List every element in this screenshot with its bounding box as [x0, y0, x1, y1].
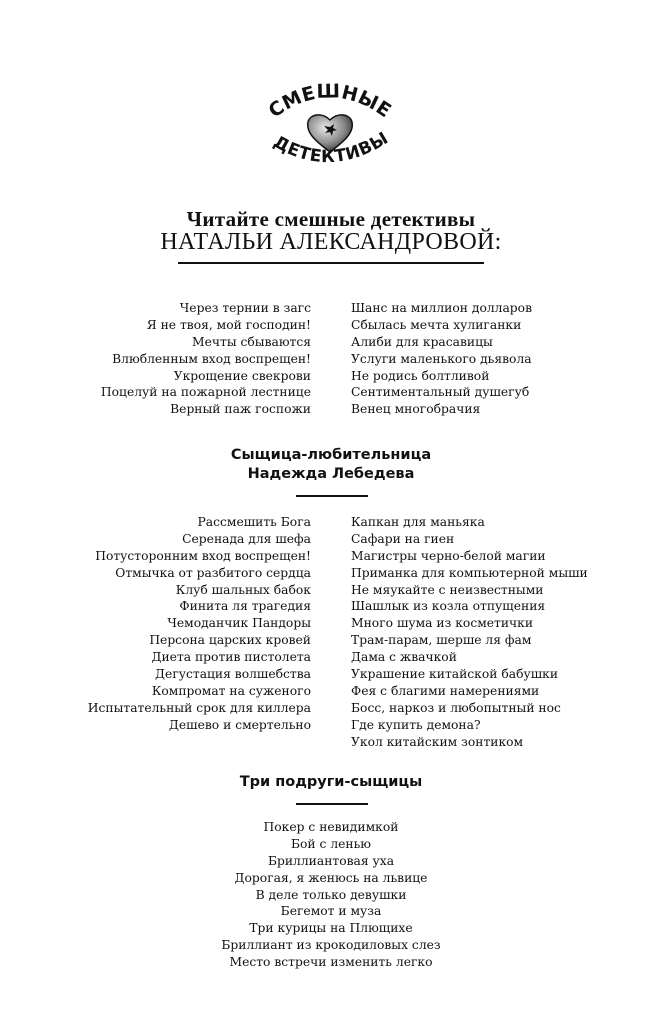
section1-left-list — [101, 300, 311, 418]
section2-right-list — [351, 514, 588, 750]
list-item: Магистры черно-белой магии — [351, 548, 546, 563]
list-item: Сафари на гиен — [351, 531, 455, 546]
list-item: Мечты сбываются — [192, 334, 311, 349]
list-item: Клуб шальных бабок — [175, 582, 311, 597]
list-item: Не родись болтливой — [351, 368, 490, 383]
header-rule — [178, 262, 484, 264]
list-item: Капкан для маньяка — [351, 515, 485, 529]
list-item: Шанс на миллион долларов — [351, 301, 533, 315]
list-item: Украшение китайской бабушки — [351, 667, 559, 682]
list-item: Дама с жвачкой — [351, 650, 457, 665]
list-item: Сентиментальный душегуб — [351, 385, 530, 400]
section2-rule — [296, 495, 368, 497]
list-item: Испытательный срок для киллера — [87, 700, 311, 715]
list-item: Бегемот и муза — [280, 904, 382, 919]
list-item: Босс, наркоз и любопытный нос — [351, 700, 561, 715]
list-item: Укол китайским зонтиком — [351, 734, 524, 749]
list-item: Много шума из косметички — [351, 616, 534, 631]
section1-right-list — [351, 300, 532, 418]
section2-heading-line1: Сыщица-любительница — [230, 447, 432, 463]
list-item: Поцелуй на пожарной лестнице — [100, 385, 311, 400]
header-line1: Читайте смешные детективы — [186, 207, 476, 231]
list-item: Я не твоя, мой господин! — [146, 317, 311, 332]
list-item: Бриллиантовая уха — [267, 853, 395, 868]
list-item: В деле только девушки — [255, 887, 407, 902]
section2-left-list — [88, 514, 311, 734]
list-item: Диета против пистолета — [151, 650, 311, 665]
list-item: Венец многобрачия — [351, 402, 481, 417]
header-author: НАТАЛЬИ АЛЕКСАНДРОВОЙ: — [160, 229, 502, 255]
section3-heading: Три подруги-сыщицы — [239, 774, 423, 790]
series-logo — [262, 80, 398, 180]
list-item: Трам-парам, шерше ля фам — [351, 633, 532, 648]
list-item: Бриллиант из крокодиловых слез — [221, 938, 441, 953]
list-item: Чемоданчик Пандоры — [167, 616, 311, 631]
logo-text-bottom: ДЕТЕКТИВЫ — [270, 128, 393, 168]
section3-list — [0, 819, 662, 971]
list-item: Бой с ленью — [290, 836, 372, 851]
list-item: Приманка для компьютерной мыши — [351, 565, 588, 580]
list-item: Влюбленным вход воспрещен! — [112, 351, 311, 366]
section3-rule — [296, 803, 368, 805]
list-item: Шашлык из козла отпущения — [351, 599, 546, 614]
list-item: Финита ля трагедия — [179, 599, 311, 614]
list-item: Дорогая, я женюсь на львице — [234, 870, 428, 885]
list-item: Сбылась мечта хулиганки — [351, 317, 522, 332]
list-item: Где купить демона? — [351, 717, 481, 732]
list-item: Алиби для красавицы — [351, 334, 493, 349]
list-item: Отмычка от разбитого сердца — [115, 565, 311, 580]
list-item: Дегустация волшебства — [155, 667, 311, 682]
list-item: Место встречи изменить легко — [229, 955, 433, 970]
list-item: Покер с невидимкой — [263, 820, 399, 834]
list-item: Через тернии в загс — [179, 301, 311, 315]
list-item: Рассмешить Бога — [197, 515, 311, 529]
list-item: Потусторонним вход воспрещен! — [95, 548, 311, 563]
list-item: Серенада для шефа — [182, 531, 311, 546]
list-item: Дешево и смертельно — [168, 717, 311, 732]
section2-heading-line2: Надежда Лебедева — [247, 466, 415, 482]
list-item: Верный паж госпожи — [170, 402, 311, 417]
list-item: Услуги маленького дьявола — [351, 351, 532, 366]
list-item: Компромат на суженого — [151, 683, 311, 698]
svg-text:СМЕШНЫЕ — [265, 80, 396, 122]
list-item: Не мяукайте с неизвестными — [351, 582, 544, 597]
list-item: Персона царских кровей — [149, 633, 311, 648]
list-item: Укрощение свекрови — [173, 368, 311, 383]
list-item: Три курицы на Плющихе — [249, 921, 413, 936]
logo-text-top: СМЕШНЫЕ — [264, 80, 396, 123]
list-item: Фея с благими намерениями — [351, 683, 540, 698]
